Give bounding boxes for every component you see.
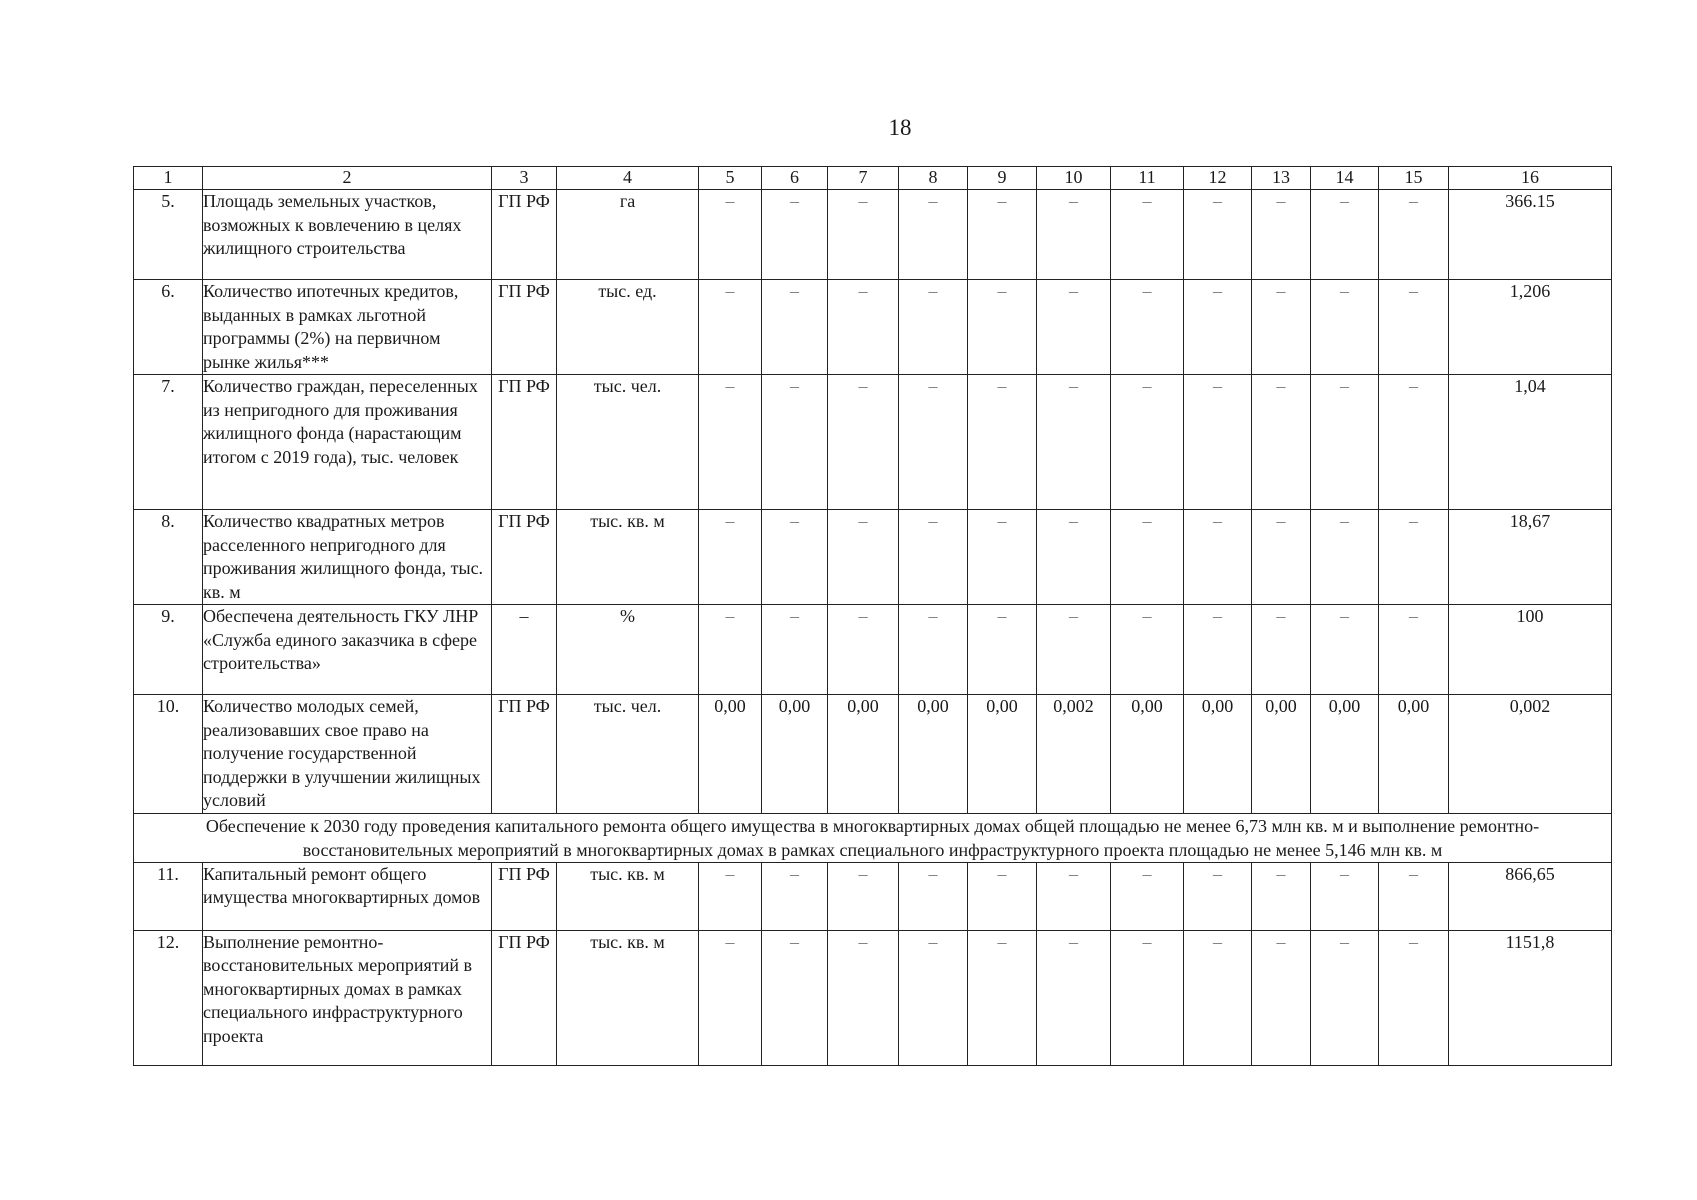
- column-number-cell: 10: [1037, 167, 1111, 190]
- year-value: –: [1252, 605, 1311, 695]
- indicator-unit: тыс. кв. м: [557, 862, 699, 930]
- year-value: –: [699, 190, 762, 280]
- year-value: –: [828, 280, 899, 375]
- year-value: –: [699, 510, 762, 605]
- year-value: –: [699, 605, 762, 695]
- year-value: –: [828, 605, 899, 695]
- column-number-cell: 14: [1311, 167, 1379, 190]
- table-row: [134, 930, 1612, 1065]
- table-row: [134, 605, 1612, 695]
- total-value: 1151,8: [1449, 930, 1612, 1065]
- year-value: –: [968, 190, 1037, 280]
- year-value: –: [1184, 280, 1252, 375]
- year-value: –: [968, 930, 1037, 1065]
- year-value: –: [1111, 375, 1184, 510]
- year-value: –: [1252, 930, 1311, 1065]
- indicator-unit: тыс. кв. м: [557, 930, 699, 1065]
- indicator-source: ГП РФ: [492, 695, 557, 814]
- year-value: –: [1379, 375, 1449, 510]
- year-value: –: [1184, 510, 1252, 605]
- indicator-name: Количество квадратных метров расселенного непригодного для проживания жилищного фонда, тыс. кв. м: [203, 510, 492, 605]
- column-number-cell: 16: [1449, 167, 1612, 190]
- year-value: –: [699, 930, 762, 1065]
- year-value: –: [1037, 190, 1111, 280]
- year-value: –: [1184, 930, 1252, 1065]
- year-value: –: [1252, 510, 1311, 605]
- indicator-source: ГП РФ: [492, 510, 557, 605]
- year-value: –: [899, 510, 968, 605]
- year-value: 0,00: [1184, 695, 1252, 814]
- column-number-cell: 8: [899, 167, 968, 190]
- indicator-source: –: [492, 605, 557, 695]
- year-value: –: [968, 862, 1037, 930]
- year-value: –: [828, 930, 899, 1065]
- year-value: –: [968, 605, 1037, 695]
- column-number-cell: 4: [557, 167, 699, 190]
- total-value: 1,206: [1449, 280, 1612, 375]
- year-value: 0,00: [1252, 695, 1311, 814]
- indicator-name: Выполнение ремонтно-восстановительных мероприятий в многоквартирных домах в рамках специального инфраструктурного проекта: [203, 930, 492, 1065]
- year-value: –: [1311, 510, 1379, 605]
- column-number-cell: 11: [1111, 167, 1184, 190]
- column-number-row: [134, 167, 1612, 190]
- year-value: –: [899, 190, 968, 280]
- section-heading: Обеспечение к 2030 году проведения капитального ремонта общего имущества в многоквартирных домах общей площадью не менее 6,73 млн кв. м и выполнение ремонтно-восстановительных мероприятий в многоквартирных домах в рамках специального инфраструктурного проекта площадью не менее 5,146 млн кв. м: [134, 813, 1612, 862]
- year-value: –: [1252, 862, 1311, 930]
- year-value: –: [762, 375, 828, 510]
- year-value: –: [762, 510, 828, 605]
- year-value: –: [1379, 510, 1449, 605]
- year-value: –: [1111, 510, 1184, 605]
- year-value: –: [968, 280, 1037, 375]
- year-value: –: [1311, 190, 1379, 280]
- row-number: 10.: [134, 695, 203, 814]
- year-value: –: [1037, 375, 1111, 510]
- year-value: –: [1379, 605, 1449, 695]
- year-value: –: [1037, 605, 1111, 695]
- year-value: –: [762, 862, 828, 930]
- year-value: –: [968, 510, 1037, 605]
- indicator-name: Обеспечена деятельность ГКУ ЛНР «Служба единого заказчика в сфере строительства»: [203, 605, 492, 695]
- year-value: –: [1379, 280, 1449, 375]
- row-number: 11.: [134, 862, 203, 930]
- year-value: 0,00: [968, 695, 1037, 814]
- column-number-cell: 9: [968, 167, 1037, 190]
- row-number: 7.: [134, 375, 203, 510]
- year-value: –: [899, 375, 968, 510]
- year-value: –: [1111, 280, 1184, 375]
- year-value: 0,00: [1311, 695, 1379, 814]
- year-value: 0,00: [762, 695, 828, 814]
- year-value: –: [762, 190, 828, 280]
- year-value: 0,00: [699, 695, 762, 814]
- year-value: –: [899, 605, 968, 695]
- row-number: 5.: [134, 190, 203, 280]
- year-value: –: [762, 930, 828, 1065]
- year-value: –: [968, 375, 1037, 510]
- indicator-name: Площадь земельных участков, возможных к вовлечению в целях жилищного строительства: [203, 190, 492, 280]
- year-value: –: [1311, 280, 1379, 375]
- year-value: –: [1184, 862, 1252, 930]
- row-number: 12.: [134, 930, 203, 1065]
- table-row: [134, 375, 1612, 510]
- column-number-cell: 2: [203, 167, 492, 190]
- table-row: [134, 190, 1612, 280]
- year-value: –: [1184, 605, 1252, 695]
- total-value: 0,002: [1449, 695, 1612, 814]
- year-value: –: [1252, 280, 1311, 375]
- total-value: 100: [1449, 605, 1612, 695]
- column-number-cell: 6: [762, 167, 828, 190]
- year-value: –: [1311, 930, 1379, 1065]
- year-value: –: [699, 375, 762, 510]
- row-number: 8.: [134, 510, 203, 605]
- row-number: 6.: [134, 280, 203, 375]
- column-number-cell: 5: [699, 167, 762, 190]
- year-value: –: [899, 280, 968, 375]
- year-value: –: [762, 605, 828, 695]
- indicator-name: Количество молодых семей, реализовавших свое право на получение государственной поддержки в улучшении жилищных условий: [203, 695, 492, 814]
- indicator-unit: тыс. кв. м: [557, 510, 699, 605]
- page-number: 18: [888, 115, 912, 140]
- year-value: –: [828, 862, 899, 930]
- year-value: –: [1311, 605, 1379, 695]
- year-value: –: [1311, 375, 1379, 510]
- column-number-cell: 15: [1379, 167, 1449, 190]
- indicator-source: ГП РФ: [492, 280, 557, 375]
- year-value: –: [1184, 190, 1252, 280]
- indicator-unit: тыс. ед.: [557, 280, 699, 375]
- section-heading-row: [134, 813, 1612, 862]
- row-number: 9.: [134, 605, 203, 695]
- indicator-unit: тыс. чел.: [557, 695, 699, 814]
- year-value: 0,00: [899, 695, 968, 814]
- year-value: –: [1111, 930, 1184, 1065]
- column-number-cell: 1: [134, 167, 203, 190]
- year-value: –: [828, 190, 899, 280]
- year-value: –: [699, 280, 762, 375]
- indicator-source: ГП РФ: [492, 190, 557, 280]
- indicator-source: ГП РФ: [492, 862, 557, 930]
- year-value: –: [1379, 190, 1449, 280]
- column-number-cell: 13: [1252, 167, 1311, 190]
- year-value: –: [1037, 862, 1111, 930]
- year-value: –: [1252, 375, 1311, 510]
- year-value: –: [1379, 862, 1449, 930]
- year-value: –: [899, 862, 968, 930]
- year-value: 0,00: [1379, 695, 1449, 814]
- year-value: –: [1111, 190, 1184, 280]
- year-value: –: [1111, 605, 1184, 695]
- table-row: [134, 280, 1612, 375]
- year-value: –: [828, 510, 899, 605]
- year-value: 0,00: [1111, 695, 1184, 814]
- indicator-unit: %: [557, 605, 699, 695]
- indicator-name: Капитальный ремонт общего имущества многоквартирных домов: [203, 862, 492, 930]
- year-value: –: [1379, 930, 1449, 1065]
- table-row: [134, 510, 1612, 605]
- year-value: –: [762, 280, 828, 375]
- year-value: –: [1037, 510, 1111, 605]
- indicator-name: Количество ипотечных кредитов, выданных в рамках льготной программы (2%) на первичном рынке жилья***: [203, 280, 492, 375]
- total-value: 866,65: [1449, 862, 1612, 930]
- total-value: 18,67: [1449, 510, 1612, 605]
- year-value: –: [899, 930, 968, 1065]
- indicator-unit: тыс. чел.: [557, 375, 699, 510]
- table-row: [134, 695, 1612, 814]
- year-value: –: [1252, 190, 1311, 280]
- indicator-unit: га: [557, 190, 699, 280]
- year-value: –: [1037, 930, 1111, 1065]
- year-value: –: [1311, 862, 1379, 930]
- indicators-table: [133, 166, 1612, 1066]
- total-value: 1,04: [1449, 375, 1612, 510]
- column-number-cell: 12: [1184, 167, 1252, 190]
- indicator-source: ГП РФ: [492, 375, 557, 510]
- year-value: –: [699, 862, 762, 930]
- year-value: –: [1111, 862, 1184, 930]
- column-number-cell: 7: [828, 167, 899, 190]
- year-value: 0,00: [828, 695, 899, 814]
- total-value: 366.15: [1449, 190, 1612, 280]
- indicator-name: Количество граждан, переселенных из непригодного для проживания жилищного фонда (нарастающим итогом с 2019 года), тыс. человек: [203, 375, 492, 510]
- indicator-source: ГП РФ: [492, 930, 557, 1065]
- year-value: 0,002: [1037, 695, 1111, 814]
- year-value: –: [1184, 375, 1252, 510]
- year-value: –: [828, 375, 899, 510]
- table-row: [134, 862, 1612, 930]
- year-value: –: [1037, 280, 1111, 375]
- column-number-cell: 3: [492, 167, 557, 190]
